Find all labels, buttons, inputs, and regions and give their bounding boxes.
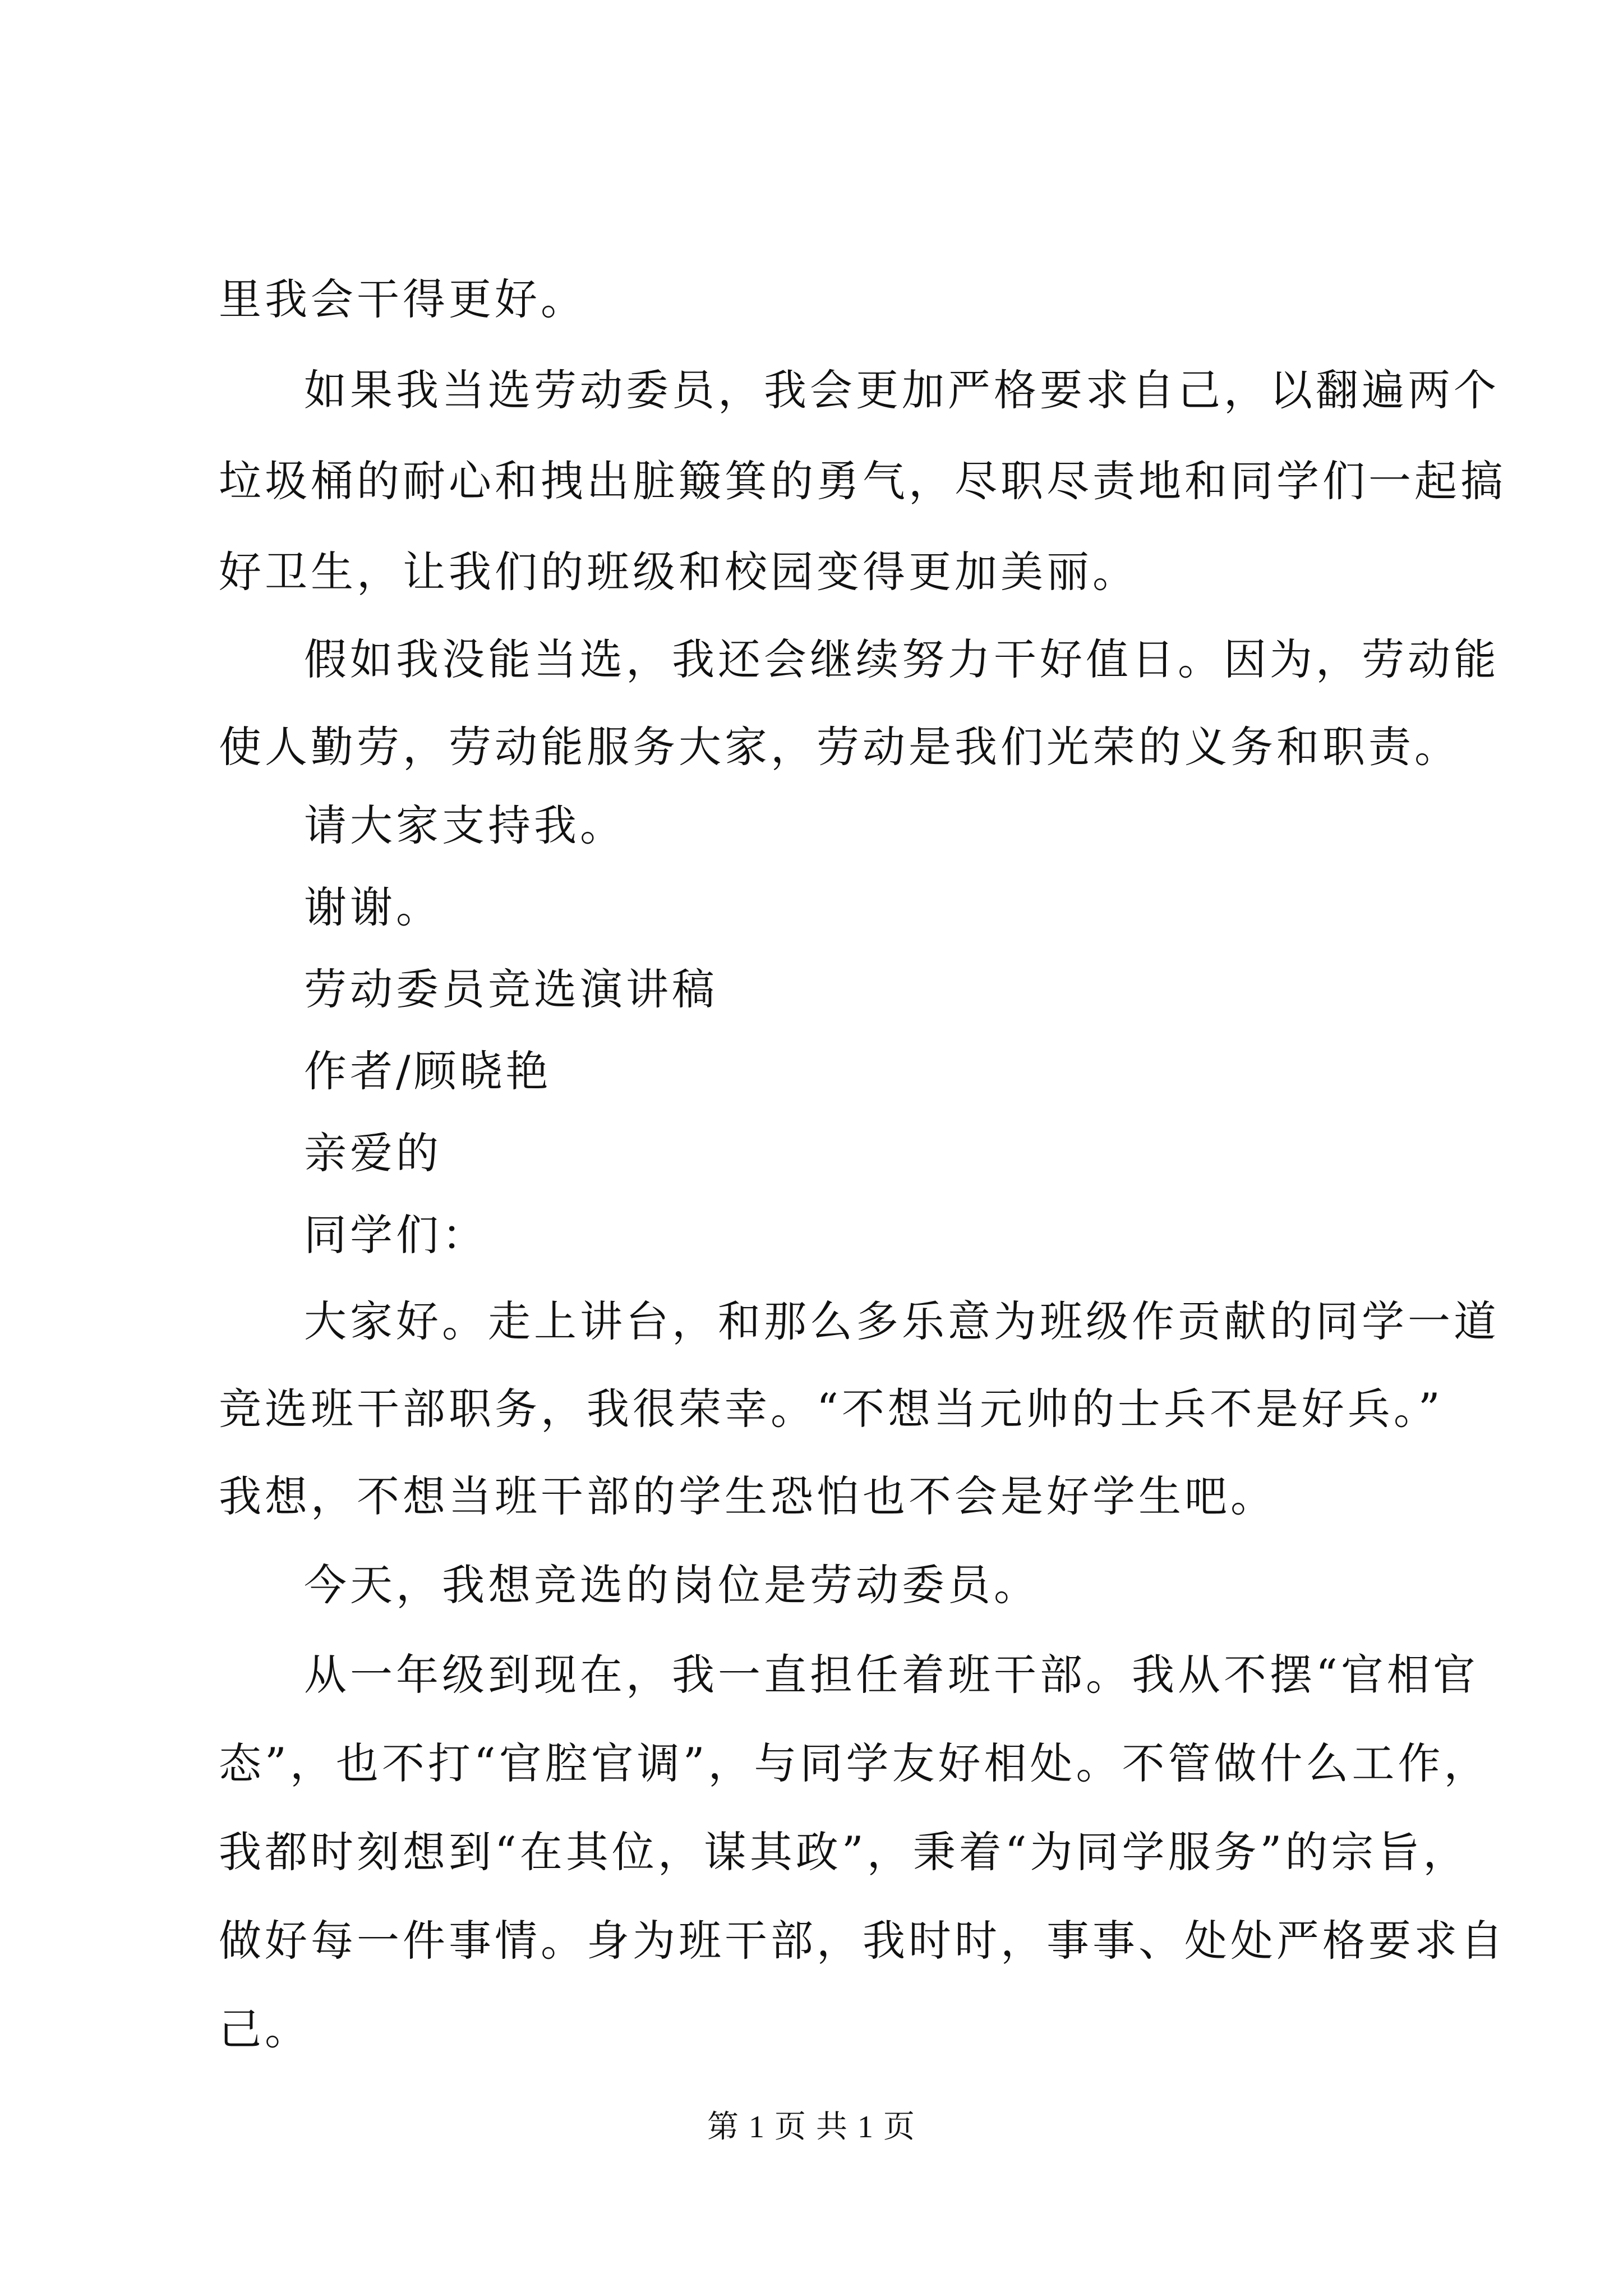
text-line: 从一年级到现在，我一直担任着班干部。我从不摆“官相官 (304, 1650, 1479, 1700)
text-line: 使人勤劳，劳动能服务大家，劳动是我们光荣的义务和职责。 (219, 722, 1460, 772)
text-line: 今天，我想竞选的岗位是劳动委员。 (304, 1560, 1040, 1610)
text-line: 己。 (219, 2004, 311, 2054)
text-line: 请大家支持我。 (304, 800, 626, 850)
text-line: 假如我没能当选，我还会继续努力干好值日。因为，劳动能 (304, 634, 1500, 684)
text-line: 好卫生，让我们的班级和校园变得更加美丽。 (219, 547, 1138, 597)
text-line: 态”，也不打“官腔官调”，与同学友好相处。不管做什么工作， (219, 1738, 1490, 1788)
text-line: 垃圾桶的耐心和拽出脏簸箕的勇气，尽职尽责地和同学们一起搞 (219, 456, 1506, 506)
page-footer: 第 1 页 共 1 页 (707, 2110, 916, 2145)
text-line: 劳动委员竞选演讲稿 (304, 964, 718, 1014)
text-line: 同学们： (304, 1210, 488, 1260)
text-line: 里我会干得更好。 (219, 274, 587, 324)
text-line: 大家好。走上讲台，和那么多乐意为班级作贡献的同学一道 (304, 1296, 1500, 1346)
text-line: 我都时刻想到“在其位，谋其政”，秉着“为同学服务”的宗旨， (219, 1827, 1469, 1877)
text-line: 我想，不想当班干部的学生恐怕也不会是好学生吧。 (219, 1471, 1276, 1521)
text-line: 谢谢。 (304, 882, 442, 932)
text-line: 亲爱的 (304, 1128, 442, 1178)
text-line: 作者/顾晓艳 (304, 1046, 552, 1096)
text-line: 如果我当选劳动委员，我会更加严格要求自己，以翻遍两个 (304, 365, 1500, 415)
text-line: 竞选班干部职务，我很荣幸。“不想当元帅的士兵不是好兵。” (219, 1384, 1444, 1434)
text-line: 做好每一件事情。身为班干部，我时时，事事、处处严格要求自 (219, 1916, 1506, 1966)
